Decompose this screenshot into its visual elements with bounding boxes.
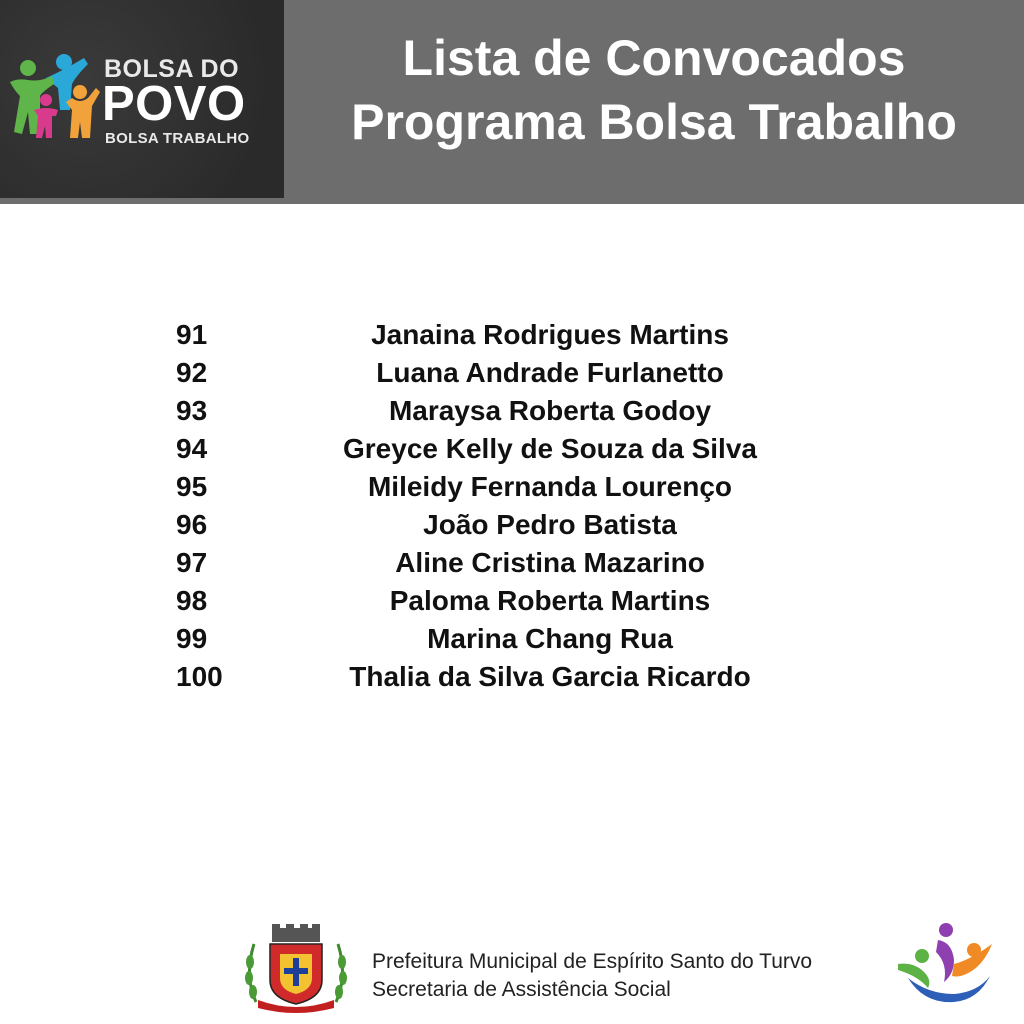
list-item <box>160 582 860 620</box>
logo-text-bolsa-trabalho: BOLSA TRABALHO <box>105 130 250 147</box>
list-item-number: 94 <box>176 433 208 464</box>
list-item-name: Mileidy Fernanda Lourenço <box>367 471 733 502</box>
list-item-name: Greyce Kelly de Souza da Silva <box>343 433 757 464</box>
list-item-number: 98 <box>176 585 208 616</box>
municipal-coat-of-arms-icon <box>240 922 352 1014</box>
list-item <box>160 316 860 354</box>
list-item-number: 97 <box>176 547 208 578</box>
logo-text-povo: POVO <box>102 77 246 131</box>
header-banner <box>0 0 1024 204</box>
list-item-name: Paloma Roberta Martins <box>389 585 711 616</box>
page-title-line1: Lista de Convocados <box>402 30 906 86</box>
list-item-number: 96 <box>176 509 208 540</box>
list-item <box>160 430 860 468</box>
list-item <box>160 392 860 430</box>
footer-prefeitura: Prefeitura Municipal de Espírito Santo do Turvo <box>372 950 813 973</box>
list-item-number: 92 <box>176 357 208 388</box>
list-item-number: 91 <box>176 319 208 350</box>
list-item <box>160 354 860 392</box>
list-item-name: João Pedro Batista <box>423 509 677 540</box>
social-assistance-logo-icon <box>894 920 998 1012</box>
list-item <box>160 658 860 696</box>
footer-secretaria: Secretaria de Assistência Social <box>372 978 671 1001</box>
logo-text-bolsa-do: BOLSA DO <box>104 55 240 83</box>
page-title-line2: Programa Bolsa Trabalho <box>351 94 957 150</box>
list-item-number: 95 <box>176 471 208 502</box>
list-item <box>160 468 860 506</box>
list-item-name: Marina Chang Rua <box>427 623 673 654</box>
list-item-name: Maraysa Roberta Godoy <box>388 395 712 426</box>
list-item <box>160 544 860 582</box>
list-item-name: Thalia da Silva Garcia Ricardo <box>349 661 751 692</box>
list-item-name: Luana Andrade Furlanetto <box>376 357 724 388</box>
list-item-number: 100 <box>176 661 223 692</box>
family-figures-icon <box>6 52 102 144</box>
list-item <box>160 620 860 658</box>
list-item-number: 93 <box>176 395 208 426</box>
convocados-list <box>160 316 860 696</box>
list-item-number: 99 <box>176 623 208 654</box>
list-item <box>160 506 860 544</box>
list-item-name: Janaina Rodrigues Martins <box>371 319 729 350</box>
list-item-name: Aline Cristina Mazarino <box>395 547 705 578</box>
bolsa-do-povo-logo <box>0 0 284 198</box>
